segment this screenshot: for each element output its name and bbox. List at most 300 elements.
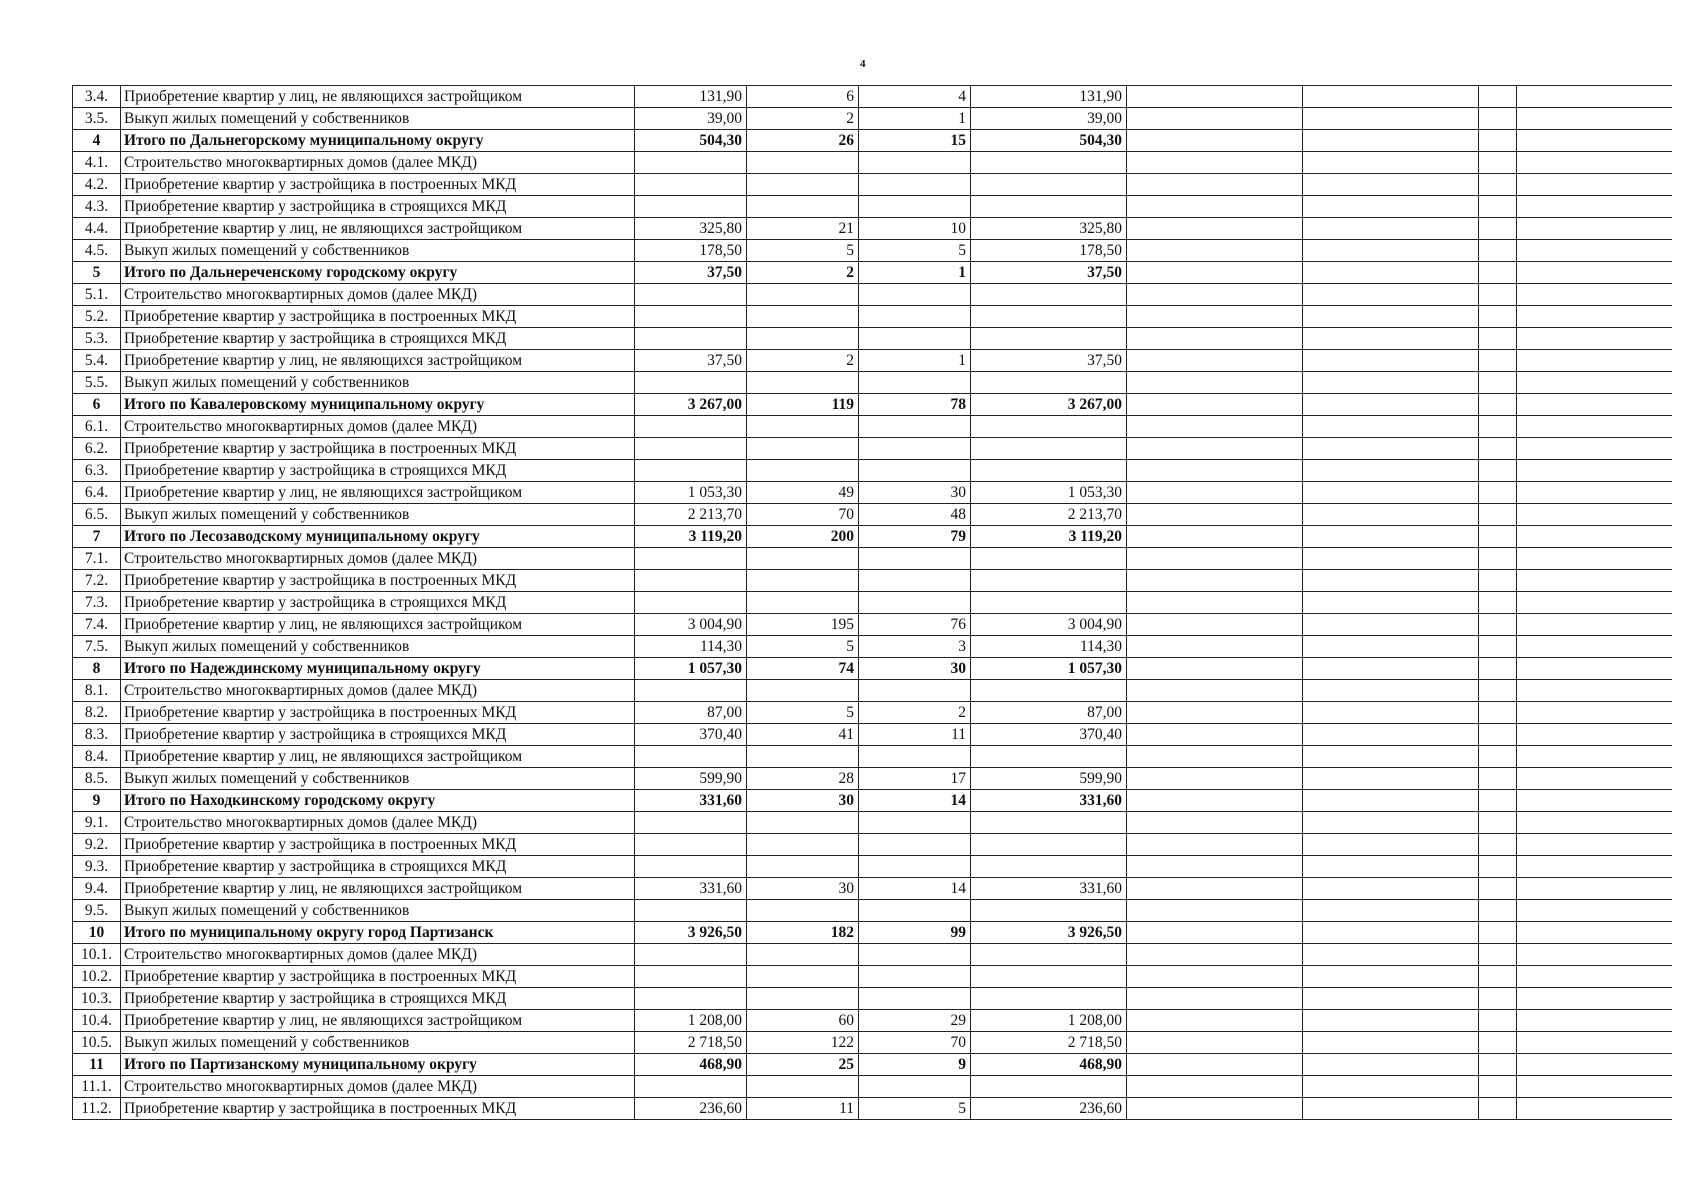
cell-empty: [1127, 834, 1303, 856]
cell-empty: [1303, 394, 1479, 416]
cell-empty: [1303, 1032, 1479, 1054]
cell-code: 7.1.: [73, 548, 121, 570]
cell-name: Итого по Надеждинскому муниципальному округу: [121, 658, 635, 680]
cell-quantity-second: [859, 416, 971, 438]
cell-area-second: 325,80: [971, 218, 1127, 240]
cell-area-second: 37,50: [971, 262, 1127, 284]
cell-quantity-second: 5: [859, 1098, 971, 1120]
cell-empty: [1479, 526, 1517, 548]
table-total-row: [73, 790, 1673, 812]
cell-empty: [1303, 966, 1479, 988]
cell-empty: [1517, 878, 1673, 900]
cell-code: 6.3.: [73, 460, 121, 482]
cell-empty: [1127, 724, 1303, 746]
cell-name: Выкуп жилых помещений у собственников: [121, 240, 635, 262]
cell-empty: [1303, 834, 1479, 856]
table-total-row: [73, 922, 1673, 944]
cell-area: [635, 460, 747, 482]
cell-empty: [1303, 1098, 1479, 1120]
cell-quantity: 122: [747, 1032, 859, 1054]
cell-area-second: 370,40: [971, 724, 1127, 746]
cell-empty: [1127, 614, 1303, 636]
cell-area: 370,40: [635, 724, 747, 746]
cell-empty: [1517, 174, 1673, 196]
cell-name: Приобретение квартир у застройщика в построенных МКД: [121, 1098, 635, 1120]
table-total-row: [73, 262, 1673, 284]
cell-quantity: 6: [747, 86, 859, 108]
cell-empty: [1127, 152, 1303, 174]
document-sheet: [72, 85, 1672, 1129]
cell-empty: [1127, 372, 1303, 394]
cell-area-second: 2 718,50: [971, 1032, 1127, 1054]
cell-name: Приобретение квартир у застройщика в строящихся МКД: [121, 460, 635, 482]
table-row: [73, 218, 1673, 240]
cell-code: 4.1.: [73, 152, 121, 174]
cell-area: 2 213,70: [635, 504, 747, 526]
cell-empty: [1517, 570, 1673, 592]
table-row: [73, 548, 1673, 570]
program-table: [72, 85, 1672, 1120]
cell-code: 4.4.: [73, 218, 121, 240]
cell-area: [635, 812, 747, 834]
cell-empty: [1303, 306, 1479, 328]
cell-quantity: 74: [747, 658, 859, 680]
cell-code: 7: [73, 526, 121, 548]
cell-empty: [1517, 812, 1673, 834]
cell-empty: [1479, 856, 1517, 878]
cell-name: Выкуп жилых помещений у собственников: [121, 900, 635, 922]
cell-empty: [1127, 944, 1303, 966]
cell-area-second: [971, 812, 1127, 834]
cell-empty: [1303, 86, 1479, 108]
cell-code: 3.4.: [73, 86, 121, 108]
cell-quantity: [747, 570, 859, 592]
cell-quantity: [747, 592, 859, 614]
cell-name: Итого по Партизанскому муниципальному округу: [121, 1054, 635, 1076]
cell-quantity-second: 76: [859, 614, 971, 636]
cell-area: [635, 944, 747, 966]
cell-code: 10.4.: [73, 1010, 121, 1032]
table-row: [73, 240, 1673, 262]
cell-quantity: 5: [747, 702, 859, 724]
cell-code: 8.2.: [73, 702, 121, 724]
cell-empty: [1517, 548, 1673, 570]
cell-name: Приобретение квартир у лиц, не являющихся застройщиком: [121, 350, 635, 372]
cell-quantity: 11: [747, 1098, 859, 1120]
cell-name: Выкуп жилых помещений у собственников: [121, 108, 635, 130]
cell-quantity: 60: [747, 1010, 859, 1032]
cell-name: Приобретение квартир у застройщика в строящихся МКД: [121, 856, 635, 878]
cell-quantity: [747, 460, 859, 482]
cell-empty: [1479, 878, 1517, 900]
table-body: [73, 86, 1673, 1120]
cell-empty: [1127, 1032, 1303, 1054]
table-row: [73, 108, 1673, 130]
cell-code: 6.2.: [73, 438, 121, 460]
page-number: 4: [860, 58, 866, 70]
cell-quantity: [747, 306, 859, 328]
cell-empty: [1479, 768, 1517, 790]
cell-quantity: [747, 900, 859, 922]
table-row: [73, 284, 1673, 306]
cell-quantity-second: 29: [859, 1010, 971, 1032]
cell-area-second: 468,90: [971, 1054, 1127, 1076]
table-row: [73, 1098, 1673, 1120]
cell-area-second: [971, 438, 1127, 460]
cell-area: 3 004,90: [635, 614, 747, 636]
cell-area-second: 131,90: [971, 86, 1127, 108]
cell-empty: [1517, 482, 1673, 504]
cell-empty: [1517, 1098, 1673, 1120]
cell-empty: [1127, 746, 1303, 768]
cell-code: 8.3.: [73, 724, 121, 746]
cell-empty: [1127, 504, 1303, 526]
cell-area-second: 1 208,00: [971, 1010, 1127, 1032]
cell-area: 3 119,20: [635, 526, 747, 548]
cell-empty: [1479, 394, 1517, 416]
cell-empty: [1479, 812, 1517, 834]
table-row: [73, 966, 1673, 988]
cell-empty: [1517, 504, 1673, 526]
cell-code: 11.1.: [73, 1076, 121, 1098]
cell-name: Приобретение квартир у застройщика в построенных МКД: [121, 702, 635, 724]
cell-quantity-second: [859, 306, 971, 328]
cell-empty: [1479, 680, 1517, 702]
cell-empty: [1303, 878, 1479, 900]
cell-name: Строительство многоквартирных домов (далее МКД): [121, 812, 635, 834]
cell-empty: [1479, 548, 1517, 570]
cell-quantity-second: [859, 438, 971, 460]
cell-quantity-second: [859, 548, 971, 570]
cell-name: Строительство многоквартирных домов (далее МКД): [121, 416, 635, 438]
cell-quantity-second: 99: [859, 922, 971, 944]
cell-empty: [1479, 240, 1517, 262]
cell-empty: [1127, 394, 1303, 416]
cell-empty: [1479, 1032, 1517, 1054]
cell-code: 9.2.: [73, 834, 121, 856]
cell-quantity: 119: [747, 394, 859, 416]
cell-empty: [1303, 680, 1479, 702]
cell-name: Приобретение квартир у лиц, не являющихся застройщиком: [121, 878, 635, 900]
cell-empty: [1303, 768, 1479, 790]
cell-area-second: [971, 746, 1127, 768]
cell-area: 114,30: [635, 636, 747, 658]
table-total-row: [73, 526, 1673, 548]
cell-empty: [1479, 1010, 1517, 1032]
cell-empty: [1479, 922, 1517, 944]
cell-empty: [1127, 570, 1303, 592]
table-row: [73, 878, 1673, 900]
table-row: [73, 614, 1673, 636]
cell-empty: [1127, 856, 1303, 878]
cell-quantity: [747, 174, 859, 196]
cell-name: Приобретение квартир у застройщика в строящихся МКД: [121, 724, 635, 746]
cell-quantity: [747, 548, 859, 570]
cell-empty: [1479, 570, 1517, 592]
cell-empty: [1303, 152, 1479, 174]
table-row: [73, 174, 1673, 196]
cell-code: 4: [73, 130, 121, 152]
cell-empty: [1479, 218, 1517, 240]
cell-empty: [1479, 86, 1517, 108]
cell-name: Приобретение квартир у застройщика в строящихся МКД: [121, 196, 635, 218]
cell-quantity: 2: [747, 262, 859, 284]
cell-area-second: 331,60: [971, 790, 1127, 812]
cell-quantity-second: 30: [859, 482, 971, 504]
cell-empty: [1479, 724, 1517, 746]
cell-name: Приобретение квартир у лиц, не являющихся застройщиком: [121, 614, 635, 636]
cell-quantity-second: [859, 174, 971, 196]
cell-empty: [1517, 108, 1673, 130]
cell-quantity: 26: [747, 130, 859, 152]
cell-empty: [1303, 504, 1479, 526]
cell-name: Строительство многоквартирных домов (далее МКД): [121, 680, 635, 702]
cell-quantity-second: [859, 1076, 971, 1098]
cell-code: 7.5.: [73, 636, 121, 658]
cell-empty: [1479, 416, 1517, 438]
cell-code: 5.4.: [73, 350, 121, 372]
cell-empty: [1127, 658, 1303, 680]
cell-quantity: [747, 834, 859, 856]
cell-empty: [1303, 526, 1479, 548]
cell-name: Приобретение квартир у застройщика в построенных МКД: [121, 306, 635, 328]
cell-quantity: [747, 284, 859, 306]
cell-quantity: [747, 746, 859, 768]
cell-empty: [1303, 262, 1479, 284]
cell-quantity-second: 5: [859, 240, 971, 262]
cell-empty: [1127, 284, 1303, 306]
cell-empty: [1517, 1010, 1673, 1032]
cell-area-second: 504,30: [971, 130, 1127, 152]
table-row: [73, 834, 1673, 856]
table-row: [73, 328, 1673, 350]
cell-area: 325,80: [635, 218, 747, 240]
cell-empty: [1517, 1054, 1673, 1076]
cell-code: 5.5.: [73, 372, 121, 394]
cell-quantity-second: 79: [859, 526, 971, 548]
cell-empty: [1303, 328, 1479, 350]
cell-area: [635, 416, 747, 438]
cell-empty: [1127, 328, 1303, 350]
cell-empty: [1127, 108, 1303, 130]
cell-empty: [1303, 856, 1479, 878]
cell-empty: [1479, 284, 1517, 306]
cell-quantity-second: 78: [859, 394, 971, 416]
cell-empty: [1517, 306, 1673, 328]
cell-area: [635, 746, 747, 768]
table-row: [73, 86, 1673, 108]
cell-empty: [1479, 636, 1517, 658]
cell-area-second: 87,00: [971, 702, 1127, 724]
cell-code: 10.3.: [73, 988, 121, 1010]
cell-name: Приобретение квартир у застройщика в строящихся МКД: [121, 592, 635, 614]
cell-quantity: 5: [747, 240, 859, 262]
cell-empty: [1479, 1076, 1517, 1098]
cell-quantity: [747, 416, 859, 438]
cell-empty: [1303, 900, 1479, 922]
cell-code: 6.5.: [73, 504, 121, 526]
cell-area: 331,60: [635, 878, 747, 900]
cell-name: Приобретение квартир у застройщика в построенных МКД: [121, 570, 635, 592]
cell-empty: [1517, 988, 1673, 1010]
table-row: [73, 416, 1673, 438]
cell-area: 1 208,00: [635, 1010, 747, 1032]
table-row: [73, 372, 1673, 394]
cell-empty: [1127, 482, 1303, 504]
cell-area: [635, 680, 747, 702]
table-row: [73, 482, 1673, 504]
cell-empty: [1127, 768, 1303, 790]
cell-area-second: 114,30: [971, 636, 1127, 658]
cell-area: [635, 548, 747, 570]
cell-quantity: 41: [747, 724, 859, 746]
table-total-row: [73, 658, 1673, 680]
table-row: [73, 812, 1673, 834]
cell-quantity-second: [859, 746, 971, 768]
cell-area-second: [971, 328, 1127, 350]
cell-quantity-second: 48: [859, 504, 971, 526]
cell-empty: [1127, 350, 1303, 372]
cell-code: 8: [73, 658, 121, 680]
cell-quantity-second: 14: [859, 878, 971, 900]
cell-empty: [1303, 1054, 1479, 1076]
cell-area: 1 053,30: [635, 482, 747, 504]
cell-empty: [1303, 988, 1479, 1010]
cell-code: 11.2.: [73, 1098, 121, 1120]
cell-empty: [1517, 922, 1673, 944]
cell-area: 37,50: [635, 350, 747, 372]
cell-quantity: [747, 680, 859, 702]
cell-empty: [1517, 240, 1673, 262]
cell-area: [635, 174, 747, 196]
cell-code: 6.1.: [73, 416, 121, 438]
cell-quantity-second: 15: [859, 130, 971, 152]
cell-empty: [1517, 152, 1673, 174]
cell-area-second: [971, 372, 1127, 394]
cell-code: 9.5.: [73, 900, 121, 922]
cell-area: 39,00: [635, 108, 747, 130]
cell-code: 4.5.: [73, 240, 121, 262]
cell-area-second: 2 213,70: [971, 504, 1127, 526]
cell-empty: [1479, 900, 1517, 922]
cell-empty: [1127, 636, 1303, 658]
cell-empty: [1517, 460, 1673, 482]
cell-quantity: 30: [747, 878, 859, 900]
cell-empty: [1303, 658, 1479, 680]
cell-code: 5.1.: [73, 284, 121, 306]
cell-name: Строительство многоквартирных домов (далее МКД): [121, 152, 635, 174]
table-row: [73, 856, 1673, 878]
table-row: [73, 306, 1673, 328]
table-row: [73, 350, 1673, 372]
cell-area: 3 926,50: [635, 922, 747, 944]
cell-empty: [1517, 130, 1673, 152]
cell-empty: [1303, 614, 1479, 636]
cell-area-second: 3 004,90: [971, 614, 1127, 636]
cell-code: 8.4.: [73, 746, 121, 768]
cell-area-second: 331,60: [971, 878, 1127, 900]
cell-empty: [1127, 966, 1303, 988]
cell-empty: [1303, 130, 1479, 152]
cell-empty: [1303, 1076, 1479, 1098]
cell-empty: [1517, 416, 1673, 438]
cell-area: [635, 152, 747, 174]
cell-area-second: 37,50: [971, 350, 1127, 372]
cell-quantity: 2: [747, 108, 859, 130]
cell-area: [635, 438, 747, 460]
cell-quantity-second: [859, 966, 971, 988]
cell-empty: [1479, 702, 1517, 724]
cell-quantity-second: 14: [859, 790, 971, 812]
cell-area-second: 178,50: [971, 240, 1127, 262]
cell-area-second: 39,00: [971, 108, 1127, 130]
cell-code: 4.3.: [73, 196, 121, 218]
cell-empty: [1303, 372, 1479, 394]
cell-empty: [1303, 108, 1479, 130]
cell-name: Приобретение квартир у лиц, не являющихся застройщиком: [121, 218, 635, 240]
table-row: [73, 196, 1673, 218]
cell-quantity-second: 1: [859, 350, 971, 372]
cell-area-second: 3 926,50: [971, 922, 1127, 944]
cell-empty: [1479, 196, 1517, 218]
cell-code: 5.3.: [73, 328, 121, 350]
cell-area: [635, 328, 747, 350]
cell-code: 10.1.: [73, 944, 121, 966]
cell-area-second: 236,60: [971, 1098, 1127, 1120]
cell-empty: [1303, 548, 1479, 570]
cell-empty: [1479, 350, 1517, 372]
cell-quantity-second: [859, 152, 971, 174]
cell-name: Приобретение квартир у застройщика в построенных МКД: [121, 966, 635, 988]
cell-quantity-second: [859, 284, 971, 306]
cell-empty: [1127, 306, 1303, 328]
cell-area: 504,30: [635, 130, 747, 152]
cell-quantity: [747, 988, 859, 1010]
cell-empty: [1303, 592, 1479, 614]
cell-quantity-second: [859, 328, 971, 350]
cell-quantity-second: 4: [859, 86, 971, 108]
cell-name: Строительство многоквартирных домов (далее МКД): [121, 548, 635, 570]
cell-empty: [1127, 900, 1303, 922]
cell-name: Итого по Кавалеровскому муниципальному округу: [121, 394, 635, 416]
cell-empty: [1127, 130, 1303, 152]
cell-name: Приобретение квартир у застройщика в строящихся МКД: [121, 988, 635, 1010]
table-row: [73, 438, 1673, 460]
cell-quantity: 21: [747, 218, 859, 240]
cell-name: Приобретение квартир у лиц, не являющихся застройщиком: [121, 1010, 635, 1032]
table-row: [73, 680, 1673, 702]
table-row: [73, 592, 1673, 614]
cell-area: 1 057,30: [635, 658, 747, 680]
cell-area-second: [971, 680, 1127, 702]
cell-empty: [1517, 900, 1673, 922]
cell-area-second: [971, 284, 1127, 306]
cell-empty: [1479, 460, 1517, 482]
table-row: [73, 702, 1673, 724]
cell-empty: [1517, 218, 1673, 240]
cell-area-second: [971, 196, 1127, 218]
cell-quantity-second: [859, 680, 971, 702]
cell-empty: [1479, 746, 1517, 768]
cell-empty: [1479, 130, 1517, 152]
table-row: [73, 900, 1673, 922]
cell-empty: [1517, 284, 1673, 306]
cell-empty: [1127, 196, 1303, 218]
cell-empty: [1303, 702, 1479, 724]
cell-empty: [1479, 306, 1517, 328]
cell-quantity: 49: [747, 482, 859, 504]
cell-empty: [1479, 592, 1517, 614]
